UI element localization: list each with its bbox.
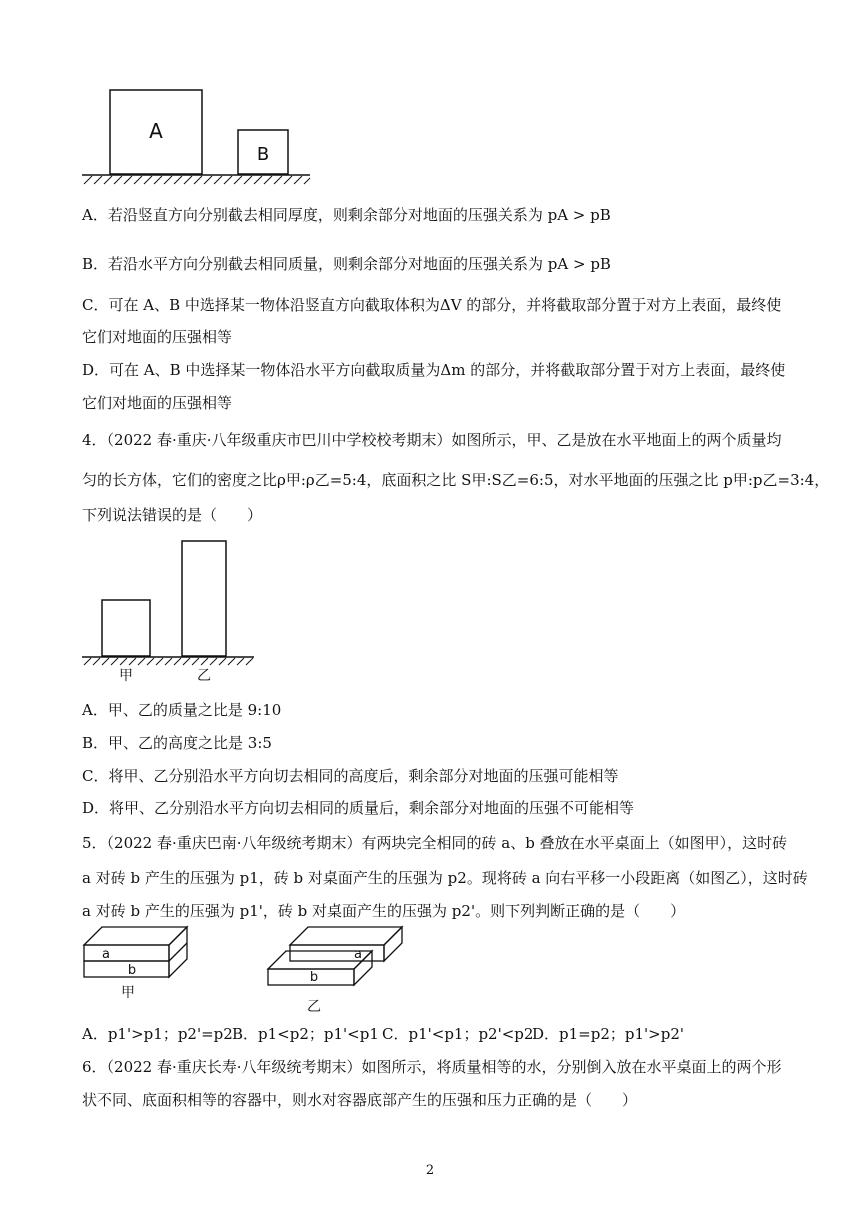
figure-blocks-ab: [82, 88, 322, 188]
ground-hatch: [84, 658, 253, 665]
q5-option-b: B．p1<p2；p1'<p1: [232, 1025, 379, 1043]
figure-bricks: [82, 925, 422, 1020]
brick-b-label-jia: b: [127, 963, 137, 978]
q4-stem-line1: 4．（2022 春·重庆·八年级重庆市巴川中学校校考期末）如图所示，甲、乙是放在水平地面上的两个质量均: [82, 431, 782, 449]
page-number: 2: [425, 1163, 435, 1178]
q4-option-d: D．将甲、乙分别沿水平方向切去相同的质量后，剩余部分对地面的压强不可能相等: [82, 799, 635, 817]
q4-option-a: A．甲、乙的质量之比是 9:10: [82, 701, 282, 719]
q3-option-d-line1: D．可在 A、B 中选择某一物体沿水平方向截取质量为Δm 的部分，并将截取部分置于对方上表面，最终使: [82, 361, 786, 379]
q3-option-c-line2: 它们对地面的压强相等: [82, 328, 233, 346]
q4-stem-line2: 匀的长方体，它们的密度之比ρ甲:ρ乙=5:4，底面积之比 S甲:S乙=6:5，对水平地面的压强之比 p甲:p乙=3:4，: [82, 471, 830, 489]
q4-option-b: B．甲、乙的高度之比是 3:5: [82, 734, 272, 752]
label-yi: 乙: [197, 668, 211, 684]
q3-option-d-line2: 它们对地面的压强相等: [82, 394, 233, 412]
brick-a-label-jia: a: [102, 947, 110, 962]
caption-jia: 甲: [121, 985, 135, 1001]
caption-yi: 乙: [307, 999, 321, 1015]
brick-a-label-yi: a: [354, 947, 362, 962]
q3-option-c-line1: C．可在 A、B 中选择某一物体沿竖直方向截取体积为ΔV 的部分，并将截取部分置于对方上表面，最终使: [82, 296, 782, 314]
brick-b-label-yi: b: [309, 970, 319, 985]
q3-option-b: B．若沿水平方向分别截去相同质量，则剩余部分对地面的压强关系为 pA > pB: [82, 255, 611, 273]
q4-stem-line3: 下列说法错误的是（ ）: [82, 506, 263, 524]
ground-hatch: [84, 176, 310, 184]
q5-option-d: D．p1=p2；p1'>p2': [532, 1025, 684, 1043]
box-jia: [102, 600, 150, 656]
block-a-label: A: [149, 119, 163, 143]
q5-option-a: A．p1'>p1；p2'=p2: [82, 1025, 233, 1043]
brick-stack-yi: [268, 927, 402, 985]
block-b-label: B: [256, 144, 270, 165]
q3-option-a: A．若沿竖直方向分别截去相同厚度，则剩余部分对地面的压强关系为 pA > pB: [82, 206, 611, 224]
figure-jia-yi-boxes: [82, 537, 262, 685]
q5-option-c: C．p1'<p1；p2'<p2: [382, 1025, 534, 1043]
q5-stem-line3: a 对砖 b 产生的压强为 p1'，砖 b 对桌面产生的压强为 p2'。则下列判断正确的是（ ）: [82, 902, 686, 920]
q5-stem-line2: a 对砖 b 产生的压强为 p1，砖 b 对桌面产生的压强为 p2。现将砖 a 向右平移一小段距离（如图乙），这时砖: [82, 869, 808, 887]
q4-option-c: C．将甲、乙分别沿水平方向切去相同的高度后，剩余部分对地面的压强可能相等: [82, 767, 619, 785]
q6-stem-line2: 状不同、底面积相等的容器中，则水对容器底部产生的压强和压力正确的是（ ）: [82, 1091, 638, 1109]
box-yi: [182, 541, 226, 656]
q5-stem-line1: 5．（2022 春·重庆巴南·八年级统考期末）有两块完全相同的砖 a、b 叠放在水平桌面上（如图甲），这时砖: [82, 834, 788, 852]
label-jia: 甲: [119, 668, 133, 684]
q6-stem-line1: 6．（2022 春·重庆长寿·八年级统考期末）如图所示，将质量相等的水，分别倒入放在水平桌面上的两个形: [82, 1058, 782, 1076]
